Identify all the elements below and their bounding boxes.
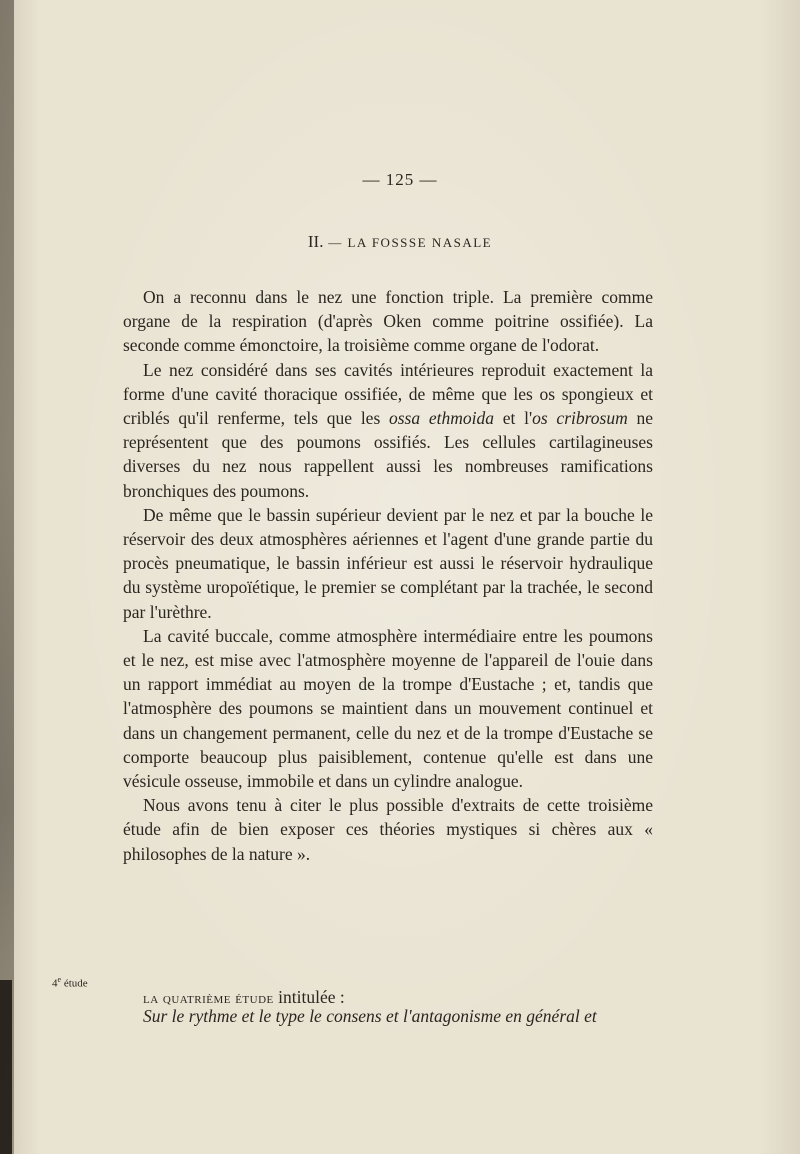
section-title: LA FOSSSE NASALE <box>347 235 493 250</box>
study-title-smallcaps: la quatrième étude <box>143 991 274 1007</box>
study-subtitle: Sur le rythme et le type le consens et l'antagonisme en général et <box>143 1006 597 1026</box>
paragraph-text: ne représentent que des poumons ossifiés. Les cellules cartilagineuses diverses du nez nous rappellent aussi les nombreuses ramifications bronchiques des poumons. <box>123 408 653 501</box>
paragraph-text: Le nez considéré dans ses cavités intérieures reproduit exactement la forme d'une cavité thoracique ossifiée, de même que les os spongieux et criblés qu'il renferme, tels que les <box>123 359 653 429</box>
paragraph-1 <box>123 285 653 358</box>
margin-note-word: étude <box>63 977 88 990</box>
margin-note-number: 4 <box>52 977 58 990</box>
latin-term-os-cribrosum: os cribrosum <box>532 408 628 429</box>
section-dash: — <box>328 235 343 250</box>
paragraph-text: De même que le bassin supérieur devient par le nez et par la bouche le réservoir des deux atmosphères aériennes et l'agent d'une grande partie du procès pneumatique, le bassin inférieur est aussi le réservoir hydraulique du système uropoïétique, le premier se complétant par la trachée, le second par l'urèthre. <box>123 504 653 622</box>
section-heading <box>0 232 800 252</box>
paragraph-text: On a reconnu dans le nez une fonction triple. La première comme organe de la respiration (d'après Oken comme poitrine ossifiée). La seconde comme émonctoire, la troisième comme organe de l'odorat. <box>123 287 653 356</box>
paragraph-text: Nous avons tenu à citer le plus possible d'extraits de cette troisième étude afin de bien exposer ces théories mystiques si chères aux « philosophes de la nature ». <box>123 795 653 864</box>
margin-note <box>52 973 112 991</box>
page-edge-dark <box>0 980 12 1154</box>
section-number: II. <box>307 232 324 251</box>
paragraph-4 <box>123 624 653 793</box>
page-number: — 125 — <box>362 170 438 189</box>
paragraph-2 <box>123 358 653 503</box>
body-text <box>123 285 653 866</box>
paragraph-text: La cavité buccale, comme atmosphère intermédiaire entre les poumons et le nez, est mise avec l'atmosphère moyenne de l'appareil de l'ouie dans un rapport immédiat au moyen de la trompe d'Eustache ; et, tandis que l'atmosphère des poumons se maintient dans un mouvement continuel et dans un changement permanent, celle du nez et de la trompe d'Eustache se comporte beaucoup plus paisiblement, contenue qu'elle est dans une vésicule osseuse, immobile et dans un cylindre analogue. <box>123 625 653 792</box>
paragraph-5 <box>123 793 653 866</box>
paragraph-text: et l' <box>494 408 533 429</box>
paragraph-3 <box>123 503 653 624</box>
study-title-rest: intitulée : <box>273 987 345 1007</box>
margin-note-superscript: e <box>57 975 62 984</box>
latin-term-ossa-ethmoida: ossa ethmoida <box>389 408 494 429</box>
